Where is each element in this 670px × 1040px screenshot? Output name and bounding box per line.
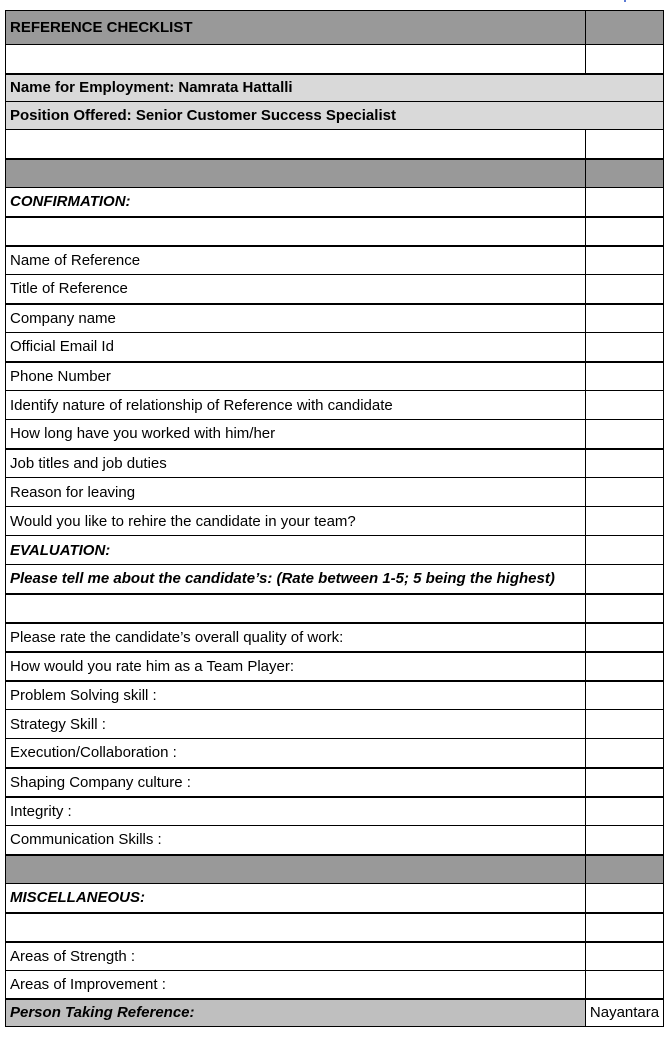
rating-row <box>6 710 664 739</box>
answer-cell[interactable] <box>586 420 664 449</box>
position-offered: Position Offered: Senior Customer Success Specialist <box>6 102 664 130</box>
rating-row <box>6 739 664 768</box>
rating-cell[interactable] <box>586 652 664 681</box>
section-heading-row <box>6 188 664 217</box>
evaluation-heading: EVALUATION: <box>6 536 586 565</box>
misc-row <box>6 971 664 999</box>
question-label: Job titles and job duties <box>6 449 586 478</box>
question-label: Would you like to rehire the candidate in your team? <box>6 507 586 536</box>
instruction-row <box>6 565 664 594</box>
title-value-cell[interactable] <box>586 11 664 45</box>
rating-row <box>6 681 664 710</box>
answer-cell[interactable] <box>586 478 664 507</box>
rating-label: Integrity : <box>6 797 586 826</box>
rating-row <box>6 652 664 681</box>
rating-label: How would you rate him as a Team Player: <box>6 652 586 681</box>
rating-label: Communication Skills : <box>6 826 586 855</box>
title-row <box>6 11 664 45</box>
answer-cell[interactable] <box>586 391 664 420</box>
checklist-row <box>6 507 664 536</box>
position-row <box>6 102 664 130</box>
rating-row <box>6 826 664 855</box>
person-taking-reference-value[interactable]: Nayantara <box>586 999 664 1027</box>
evaluation-instruction: Please tell me about the candidate’s: (Rate between 1-5; 5 being the highest) <box>6 565 586 594</box>
rating-row <box>6 797 664 826</box>
question-label: Name of Reference <box>6 246 586 275</box>
checklist-row <box>6 478 664 507</box>
rating-cell[interactable] <box>586 826 664 855</box>
rating-cell[interactable] <box>586 797 664 826</box>
answer-cell[interactable] <box>586 507 664 536</box>
section-divider <box>6 159 664 188</box>
rating-label: Strategy Skill : <box>6 710 586 739</box>
question-label: Identify nature of relationship of Reference with candidate <box>6 391 586 420</box>
blank-row <box>6 130 664 159</box>
answer-cell[interactable] <box>586 333 664 362</box>
misc-cell[interactable] <box>586 942 664 971</box>
rating-label: Execution/Collaboration : <box>6 739 586 768</box>
candidate-name: Name for Employment: Namrata Hattalli <box>6 74 664 102</box>
checklist-row <box>6 449 664 478</box>
section-heading-row <box>6 536 664 565</box>
rating-cell[interactable] <box>586 768 664 797</box>
reference-checklist-table <box>5 10 664 1027</box>
blank-row <box>6 217 664 246</box>
misc-row <box>6 942 664 971</box>
checklist-row <box>6 275 664 304</box>
checklist-row <box>6 362 664 391</box>
rating-label: Please rate the candidate’s overall quality of work: <box>6 623 586 652</box>
question-label: Official Email Id <box>6 333 586 362</box>
question-label: Company name <box>6 304 586 333</box>
person-taking-reference-label: Person Taking Reference: <box>6 999 586 1027</box>
answer-cell[interactable] <box>586 362 664 391</box>
rating-row <box>6 768 664 797</box>
section-heading-row <box>6 884 664 913</box>
miscellaneous-heading: MISCELLANEOUS: <box>6 884 586 913</box>
checklist-row <box>6 246 664 275</box>
rating-cell[interactable] <box>586 710 664 739</box>
checklist-row <box>6 420 664 449</box>
question-label: Phone Number <box>6 362 586 391</box>
question-label: How long have you worked with him/her <box>6 420 586 449</box>
answer-cell[interactable] <box>586 246 664 275</box>
misc-cell[interactable] <box>586 971 664 999</box>
checklist-row <box>6 304 664 333</box>
checklist-row <box>6 333 664 362</box>
blank-row <box>6 913 664 942</box>
rating-label: Problem Solving skill : <box>6 681 586 710</box>
checklist-title: REFERENCE CHECKLIST <box>6 11 586 45</box>
answer-cell[interactable] <box>586 275 664 304</box>
blank-row <box>6 45 664 74</box>
blank-row <box>6 594 664 623</box>
checklist-row <box>6 391 664 420</box>
confirmation-heading: CONFIRMATION: <box>6 188 586 217</box>
question-label: Reason for leaving <box>6 478 586 507</box>
section-divider <box>6 855 664 884</box>
misc-label: Areas of Strength : <box>6 942 586 971</box>
rating-row <box>6 623 664 652</box>
answer-cell[interactable] <box>586 304 664 333</box>
rating-cell[interactable] <box>586 681 664 710</box>
corner-dot <box>624 0 626 2</box>
rating-cell[interactable] <box>586 739 664 768</box>
answer-cell[interactable] <box>586 449 664 478</box>
footer-row <box>6 999 664 1027</box>
candidate-name-row <box>6 74 664 102</box>
rating-label: Shaping Company culture : <box>6 768 586 797</box>
rating-cell[interactable] <box>586 623 664 652</box>
misc-label: Areas of Improvement : <box>6 971 586 999</box>
question-label: Title of Reference <box>6 275 586 304</box>
